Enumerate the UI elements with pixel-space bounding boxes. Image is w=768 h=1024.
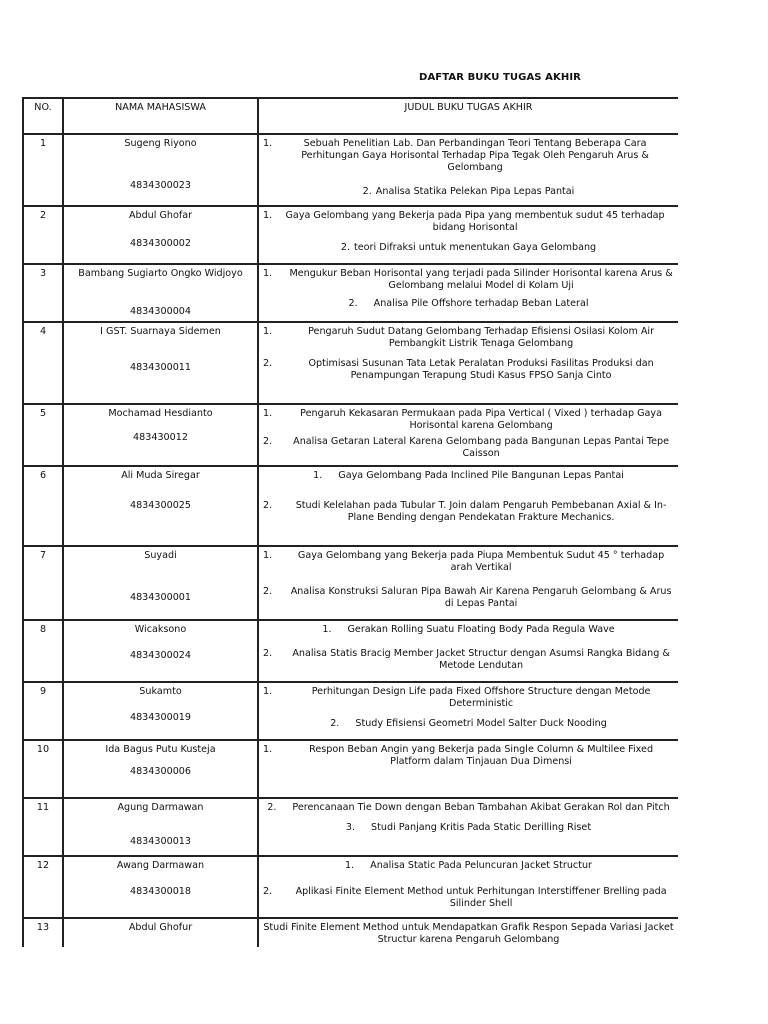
table-row xyxy=(23,206,678,264)
thesis-title-item xyxy=(263,744,674,768)
table-row xyxy=(23,546,678,620)
thesis-title-item xyxy=(263,860,674,872)
thesis-title-text: Pengaruh Sudut Datang Gelombang Terhadap Efisiensi Osilasi Kolom Air Pembangkit Listrik Tenaga Gelombang xyxy=(308,326,655,349)
student-cell xyxy=(63,856,258,918)
thesis-title-item xyxy=(263,500,674,524)
student-id: 4834300023 xyxy=(129,180,192,191)
thesis-titles-cell xyxy=(258,798,678,856)
thesis-title-item xyxy=(263,648,674,672)
thesis-title-number: 1. xyxy=(263,210,273,221)
thesis-title-text: Optimisasi Susunan Tata Letak Peralatan Produksi Fasilitas Produksi dan Penampungan Terapung Studi Kasus FPSO Sanja Cinto xyxy=(308,358,654,381)
row-number: 7 xyxy=(23,546,63,620)
thesis-title-number: 1. xyxy=(263,268,273,279)
header-no: NO. xyxy=(23,98,63,134)
thesis-titles-cell xyxy=(258,404,678,466)
table-row xyxy=(23,682,678,740)
student-cell xyxy=(63,740,258,798)
thesis-title-number: 1. xyxy=(313,470,323,481)
thesis-title-item xyxy=(263,358,674,382)
student-name: Wicaksono xyxy=(134,624,187,635)
thesis-title-item xyxy=(263,242,674,254)
thesis-titles-cell xyxy=(258,264,678,322)
thesis-titles-cell xyxy=(258,546,678,620)
table-row xyxy=(23,918,678,947)
table-row xyxy=(23,798,678,856)
thesis-title-number: 2. xyxy=(362,186,372,197)
student-cell xyxy=(63,546,258,620)
row-number: 2 xyxy=(23,206,63,264)
table-row xyxy=(23,620,678,682)
thesis-title-number: 2. xyxy=(263,500,273,511)
thesis-title-text: Analisa Getaran Lateral Karena Gelombang pada Bangunan Lepas Pantai Tepe Caisson xyxy=(293,436,670,459)
student-cell xyxy=(63,682,258,740)
student-name: Sukamto xyxy=(139,686,182,697)
thesis-title-item xyxy=(263,922,674,946)
student-name: Bambang Sugiarto Ongko Widjoyo xyxy=(78,268,243,279)
thesis-title-text: Perhitungan Design Life pada Fixed Offshore Structure dengan Metode Deterministic xyxy=(311,686,651,709)
thesis-title-text: Mengukur Beban Horisontal yang terjadi pada Silinder Horisontal karena Arus & Gelombang melalui Model di Kolam Uji xyxy=(289,268,673,291)
thesis-title-item xyxy=(263,408,674,432)
student-id: 483430012 xyxy=(133,432,188,443)
student-name: Abdul Ghofur xyxy=(128,922,193,933)
table-row xyxy=(23,134,678,206)
thesis-title-text: Aplikasi Finite Element Method untuk Perhitungan Interstiffener Brelling pada Silinder Shell xyxy=(295,886,667,909)
thesis-title-item xyxy=(263,886,674,910)
thesis-title-text: Perencanaan Tie Down dengan Beban Tambahan Akibat Gerakan Rol dan Pitch xyxy=(292,802,670,813)
row-number: 3 xyxy=(23,264,63,322)
row-number: 12 xyxy=(23,856,63,918)
thesis-titles-cell xyxy=(258,682,678,740)
thesis-title-number: 2. xyxy=(340,242,350,253)
thesis-title-number: 2. xyxy=(263,358,273,369)
thesis-title-item xyxy=(263,686,674,710)
student-cell xyxy=(63,322,258,404)
thesis-title-item xyxy=(263,298,674,310)
student-cell xyxy=(63,206,258,264)
row-number: 5 xyxy=(23,404,63,466)
student-id: 4834300013 xyxy=(129,836,192,847)
thesis-title-number: 1. xyxy=(263,744,273,755)
row-number: 10 xyxy=(23,740,63,798)
student-name: Mochamad Hesdianto xyxy=(108,408,213,419)
row-number: 11 xyxy=(23,798,63,856)
thesis-titles-cell xyxy=(258,134,678,206)
header-student-name: NAMA MAHASISWA xyxy=(63,98,258,134)
student-id: 4834300019 xyxy=(129,712,192,723)
thesis-title-number: 2. xyxy=(263,886,273,897)
row-number: 8 xyxy=(23,620,63,682)
thesis-title-number: 2. xyxy=(267,802,277,813)
student-id: 4834300024 xyxy=(129,650,192,661)
thesis-title-number: 1. xyxy=(263,408,273,419)
student-id: 4834300006 xyxy=(129,766,192,777)
student-name: Agung Darmawan xyxy=(117,802,204,813)
table-row xyxy=(23,264,678,322)
student-name: Ali Muda Siregar xyxy=(121,470,200,481)
thesis-title-item xyxy=(263,470,674,482)
student-id: 4834300004 xyxy=(129,306,192,317)
thesis-title-item xyxy=(263,268,674,292)
student-id: 4834300002 xyxy=(129,238,192,249)
thesis-title-text: Gerakan Rolling Suatu Floating Body Pada Regula Wave xyxy=(347,624,615,635)
student-name: Awang Darmawan xyxy=(116,860,205,871)
thesis-titles-cell xyxy=(258,466,678,546)
thesis-title-text: Analisa Statika Pelekan Pipa Lepas Pantai xyxy=(375,186,575,197)
student-cell xyxy=(63,264,258,322)
thesis-title-text: Analisa Statis Bracig Member Jacket Structur dengan Asumsi Rangka Bidang & Metode Lendutan xyxy=(292,648,670,671)
thesis-title-number: 1. xyxy=(322,624,332,635)
thesis-title-number: 2. xyxy=(263,648,273,659)
student-name: Abdul Ghofar xyxy=(128,210,193,221)
row-number: 1 xyxy=(23,134,63,206)
thesis-title-text: Analisa Pile Offshore terhadap Beban Lateral xyxy=(373,298,589,309)
thesis-titles-cell xyxy=(258,918,678,947)
thesis-title-text: Study Efisiensi Geometri Model Salter Duck Nooding xyxy=(355,718,607,729)
thesis-table-wrapper xyxy=(22,97,678,947)
thesis-title-number: 1. xyxy=(345,860,355,871)
row-number: 9 xyxy=(23,682,63,740)
thesis-title-text: Studi Kelelahan pada Tubular T. Join dalam Pengaruh Pembebanan Axial & In-Plane Bending dengan Pendekatan Frakture Mechanics. xyxy=(295,500,667,523)
student-id: 4834300025 xyxy=(129,500,192,511)
table-row xyxy=(23,740,678,798)
thesis-title-text: Studi Finite Element Method untuk Mendapatkan Grafik Respon Sepada Variasi Jacket Structur karena Pengaruh Gelombang xyxy=(263,922,674,945)
thesis-title-item xyxy=(263,550,674,574)
thesis-title-text: Pengaruh Kekasaran Permukaan pada Pipa Vertical ( Vixed ) terhadap Gaya Horisontal karena Gelombang xyxy=(300,408,662,431)
thesis-title-number: 2. xyxy=(348,298,358,309)
thesis-title-number: 1. xyxy=(263,138,273,149)
thesis-titles-cell xyxy=(258,856,678,918)
student-name: Suyadi xyxy=(144,550,177,561)
thesis-title-item xyxy=(263,822,674,834)
thesis-title-item xyxy=(263,186,674,198)
thesis-titles-cell xyxy=(258,620,678,682)
student-name: Ida Bagus Putu Kusteja xyxy=(105,744,216,755)
thesis-title-text: Gaya Gelombang yang Bekerja pada Pipa yang membentuk sudut 45 terhadap bidang Horisontal xyxy=(285,210,665,233)
thesis-title-item xyxy=(263,586,674,610)
thesis-title-number: 2. xyxy=(263,586,273,597)
thesis-title-text: Analisa Static Pada Peluncuran Jacket Structur xyxy=(370,860,592,871)
student-cell xyxy=(63,466,258,546)
student-cell xyxy=(63,404,258,466)
thesis-title-text: teori Difraksi untuk menentukan Gaya Gelombang xyxy=(354,242,597,253)
thesis-title-number: 1. xyxy=(263,550,273,561)
thesis-title-number: 3. xyxy=(345,822,356,833)
thesis-titles-cell xyxy=(258,740,678,798)
thesis-title-number: 1. xyxy=(263,326,273,337)
student-id: 4834300018 xyxy=(129,886,192,897)
table-row xyxy=(23,856,678,918)
thesis-title-number: 1. xyxy=(263,686,273,697)
row-number: 13 xyxy=(23,918,63,947)
row-number: 4 xyxy=(23,322,63,404)
thesis-titles-cell xyxy=(258,322,678,404)
row-number: 6 xyxy=(23,466,63,546)
thesis-title-item xyxy=(263,802,674,814)
thesis-title-text: Analisa Konstruksi Saluran Pipa Bawah Air Karena Pengaruh Gelombang & Arus di Lepas Pantai xyxy=(290,586,672,609)
thesis-title-number: 2. xyxy=(263,436,273,447)
student-name: Sugeng Riyono xyxy=(124,138,197,149)
thesis-title-item xyxy=(263,326,674,350)
thesis-title-item xyxy=(263,718,674,730)
thesis-title-item xyxy=(263,624,674,636)
thesis-title-item xyxy=(263,436,674,460)
table-header-row xyxy=(23,98,678,134)
thesis-title-item xyxy=(263,138,674,174)
student-cell xyxy=(63,620,258,682)
table-row xyxy=(23,322,678,404)
thesis-table xyxy=(22,97,678,947)
thesis-title-text: Studi Panjang Kritis Pada Static Derilling Riset xyxy=(371,822,592,833)
student-cell xyxy=(63,134,258,206)
student-cell xyxy=(63,918,258,947)
student-cell xyxy=(63,798,258,856)
thesis-title-text: Sebuah Penelitian Lab. Dan Perbandingan Teori Tentang Beberapa Cara Perhitungan Gaya Horisontal Terhadap Pipa Tegak Oleh Pengaruh Arus & Gelombang xyxy=(301,138,649,173)
thesis-title-text: Gaya Gelombang yang Bekerja pada Piupa Membentuk Sudut 45 ° terhadap arah Vertikal xyxy=(297,550,665,573)
thesis-title-text: Gaya Gelombang Pada Inclined Pile Bangunan Lepas Pantai xyxy=(338,470,624,481)
student-name: I GST. Suarnaya Sidemen xyxy=(100,326,221,337)
header-thesis-title: JUDUL BUKU TUGAS AKHIR xyxy=(258,98,678,134)
table-body xyxy=(23,134,678,947)
student-id: 4834300011 xyxy=(129,362,192,373)
table-row xyxy=(23,404,678,466)
thesis-title-item xyxy=(263,210,674,234)
thesis-titles-cell xyxy=(258,206,678,264)
document-title: DAFTAR BUKU TUGAS AKHIR xyxy=(419,72,581,83)
thesis-title-text: Respon Beban Angin yang Bekerja pada Single Column & Multilee Fixed Platform dalam Tinjauan Dua Dimensi xyxy=(309,744,654,767)
thesis-title-number: 2. xyxy=(330,718,340,729)
student-id: 4834300001 xyxy=(129,592,192,603)
table-row xyxy=(23,466,678,546)
